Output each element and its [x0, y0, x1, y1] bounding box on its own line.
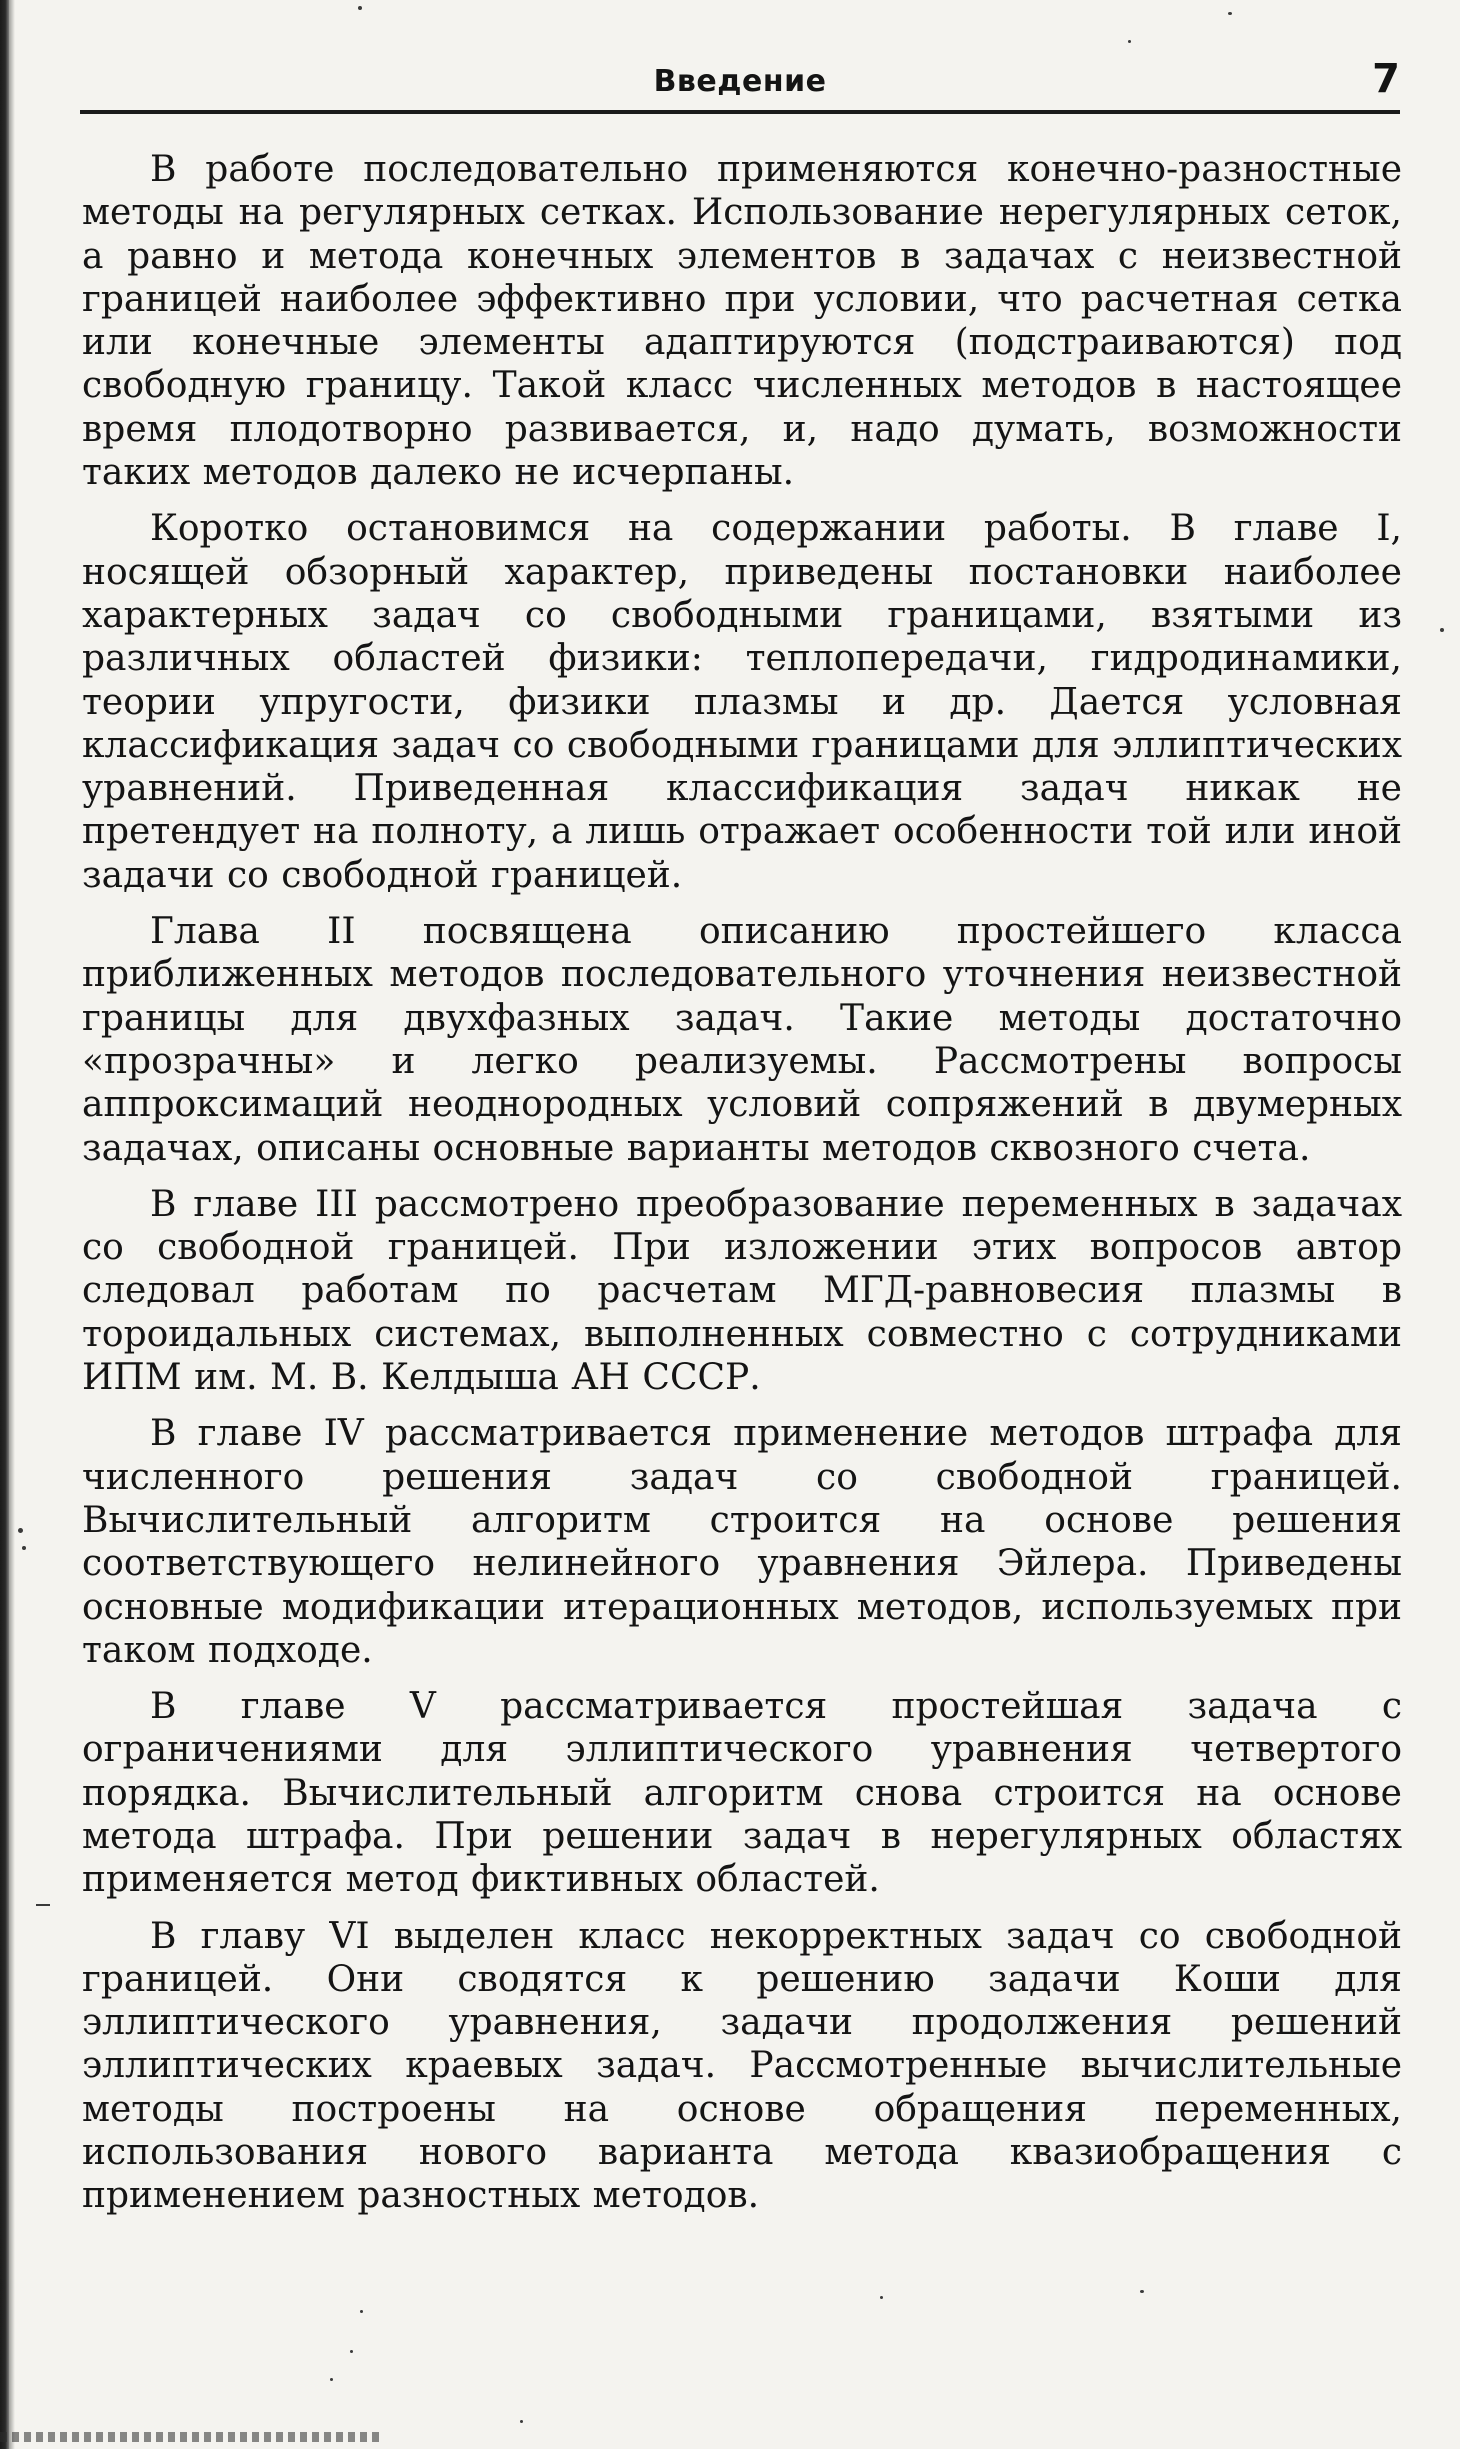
page-number: 7	[1372, 56, 1400, 102]
scan-speck	[18, 1528, 23, 1533]
scan-speck	[1128, 40, 1131, 43]
paragraph-chapter-2: Глава II посвящена описанию простейшего класса приближенных методов последовательного уточнения неизвестной границы для двухфазных задач. Такие методы достаточно «прозрачны» и легко реализуемы. Рассмотрены вопросы аппроксимаций неоднородных условий сопряжений в двумерных задачах, описаны основные варианты методов сквозного счета.	[82, 911, 1402, 1169]
scan-speck	[22, 1546, 26, 1550]
scan-speck	[1140, 2290, 1144, 2293]
paragraph-chapter-1: Коротко остановимся на содержании работы. В главе I, носящей обзорный характер, приведены постановки наиболее характерных задач со свободными границами, взятыми из различных областей физики: теплопередачи, гидродинамики, теории упругости, физики плазмы и др. Дается условная классификация задач со свободными границами для эллиптических уравнений. Приведенная классификация задач никак не претендует на полноту, а лишь отражает особенности той или иной задачи со свободной границей.	[82, 508, 1402, 896]
paragraph-chapter-5: В главе V рассматривается простейшая задача с ограничениями для эллиптического уравнения четвертого порядка. Вычислительный алгоритм снова строится на основе метода штрафа. При решении задач в нерегулярных областях применяется метод фиктивных областей.	[82, 1686, 1402, 1901]
scan-speck	[880, 2296, 883, 2299]
header-rule	[80, 110, 1400, 114]
scan-binding-shadow	[9, 0, 15, 2449]
page-body	[82, 148, 1402, 2231]
scan-speck	[360, 2310, 363, 2313]
paragraph-methods-overview: В работе последовательно применяются конечно-разностные методы на регулярных сетках. Использование нерегулярных сеток, а равно и метода конечных элементов в задачах с неизвестной границей наиболее эффективно при условии, что расчетная сетка или конечные элементы адаптируются (подстраиваются) под свободную границу. Такой класс численных методов в настоящее время плодотворно развивается, и, надо думать, возможности таких методов далеко не исчерпаны.	[82, 149, 1402, 494]
scan-speck	[1440, 628, 1444, 632]
paragraph-chapter-6: В главу VI выделен класс некорректных задач со свободной границей. Они сводятся к решению задачи Коши для эллиптического уравнения, задачи продолжения решений эллиптических краевых задач. Рассмотренные вычислительные методы построены на основе обращения переменных, использования нового варианта метода квазиобращения с применением разностных методов.	[82, 1915, 1402, 2217]
scan-binding-edge	[0, 0, 9, 2449]
paragraph-chapter-3: В главе III рассмотрено преобразование переменных в задачах со свободной границей. При изложении этих вопросов автор следовал работам по расчетам МГД-равновесия плазмы в тороидальных системах, выполненных совместно с сотрудниками ИПМ им. М. В. Келдыша АН СССР.	[82, 1183, 1402, 1399]
scan-speck	[36, 1904, 50, 1906]
scan-speck	[350, 2350, 353, 2353]
section-title: Введение	[653, 64, 827, 99]
scan-speck	[1228, 12, 1232, 15]
scan-noise	[0, 2432, 380, 2442]
running-header	[80, 56, 1400, 116]
scan-speck	[330, 2378, 333, 2381]
scan-speck	[358, 6, 362, 10]
scan-speck	[520, 2420, 523, 2423]
paragraph-chapter-4: В главе IV рассматривается применение методов штрафа для численного решения задач со свободной границей. Вычислительный алгоритм строится на основе решения соответствующего нелинейного уравнения Эйлера. Приведены основные модификации итерационных методов, используемых при таком подходе.	[82, 1413, 1402, 1671]
